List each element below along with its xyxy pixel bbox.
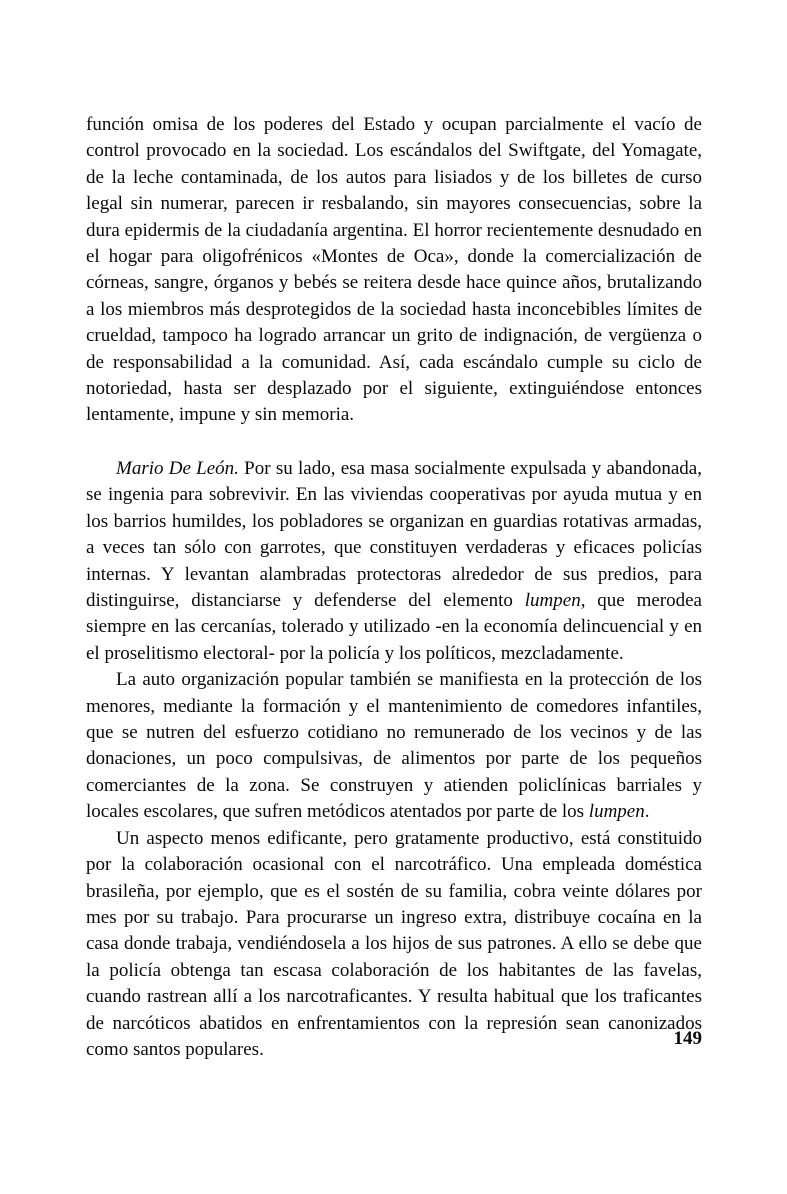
- paragraph-3: [86, 667, 702, 825]
- term-lumpen: lumpen: [588, 801, 645, 823]
- paragraph-2-text-b: , que merodea siempre en las cercanías, tolerado y utilizado -en la economía delincuencial y en el proselitismo electoral- por la policía y los políticos, mezcladamente.: [86, 590, 702, 664]
- paragraph-2-text-a: Por su lado, esa masa socialmente expulsada y abandonada, se ingenia para sobrevivir. En las viviendas cooperativas por ayuda mutua y en los barrios humildes, los pobladores se organizan en guardias rotativas armadas, a veces tan sólo con garrotes, que constituyen verdaderas y eficaces policías internas. Y levantan alambradas protectoras alrededor de sus predios, para distinguirse, distanciarse y defenderse del elemento: [86, 458, 702, 612]
- speaker-name: Mario De León.: [116, 458, 239, 479]
- paragraph-1: [86, 112, 702, 429]
- paragraph-3-text-b: .: [644, 801, 650, 823]
- text-block-main: [86, 456, 702, 1063]
- term-lumpen: lumpen: [524, 590, 581, 612]
- paragraph-2: [86, 456, 702, 667]
- paragraph-1-text: función omisa de los poderes del Estado y ocupan parcialmente el vacío de control provocado en la sociedad. Los escándalos del Swiftgate, del Yomagate, de la leche contaminada, de los autos para lisiados y de los billetes de curso legal sin numerar, parecen ir resbalando, sin mayores consecuencias, sobre la dura epidermis de la ciudadanía argentina. El horror recientemente desnudado en el hogar para oligofrénicos «Montes de Oca», donde la comercialización de córneas, sangre, órganos y bebés se reitera desde hace quince años, brutalizando a los miembros más desprotegidos de la sociedad hasta inconcebibles límites de crueldad, tampoco ha logrado arrancar un grito de indignación, de vergüenza o de responsabilidad a la comunidad. Así, cada escándalo cumple su ciclo de notoriedad, hasta ser desplazado por el siguiente, extinguiéndose entonces lentamente, impune y sin memoria.: [86, 114, 702, 426]
- paragraph-4: [86, 826, 702, 1064]
- text-block-top: [86, 112, 702, 429]
- paragraph-4-text: Un aspecto menos edificante, pero gratamente productivo, está constituido por la colaboración ocasional con el narcotráfico. Una empleada doméstica brasileña, por ejemplo, que es el sostén de su familia, cobra veinte dólares por mes por su trabajo. Para procurarse un ingreso extra, distribuye cocaína en la casa donde trabaja, vendiéndosela a los hijos de sus patrones. A ello se debe que la policía obtenga tan escasa colaboración de los habitantes de las favelas, cuando rastrean allí a los narcotraficantes. Y resulta habitual que los traficantes de narcóticos abatidos en enfrentamientos con la represión sean canonizados como santos populares.: [86, 827, 702, 1060]
- paragraph-3-text-a: La auto organización popular también se manifiesta en la protección de los menores, mediante la formación y el mantenimiento de comedores infantiles, que se nutren del esfuerzo cotidiano no remunerado de los vecinos y de las donaciones, un poco compulsivas, de alimentos por parte de los pequeños comerciantes de la zona. Se construyen y atienden policlínicas barriales y locales escolares, que sufren metódicos atentados por parte de los: [86, 669, 702, 823]
- page-number: 149: [673, 1028, 702, 1049]
